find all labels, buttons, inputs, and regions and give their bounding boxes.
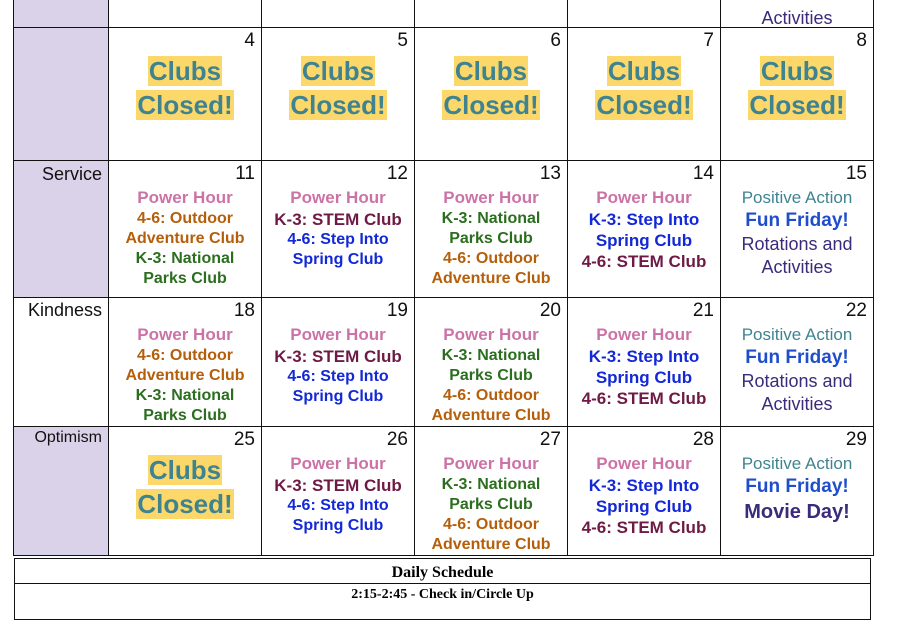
activity-line: K-3: National xyxy=(135,250,235,267)
activity-line: 4-6: Outdoor xyxy=(137,210,233,227)
activity-line: Parks Club xyxy=(449,496,533,513)
clubs-closed-note: Clubs Closed! xyxy=(443,56,539,120)
activity-line: K-3: STEM Club xyxy=(274,347,402,366)
activity-line: K-3: Step Into xyxy=(588,347,700,366)
activity-line: 4-6: STEM Club xyxy=(581,389,707,408)
day-cell xyxy=(109,0,262,28)
activity-line: Spring Club xyxy=(292,388,384,405)
theme-cell xyxy=(14,28,109,161)
activity-line: Spring Club xyxy=(595,231,693,250)
schedule-row: 2:15-2:45 - Check in/Circle Up xyxy=(351,587,534,602)
day-cell xyxy=(568,427,721,556)
clubs-closed-note: Clubs Closed! xyxy=(749,56,845,120)
activity-line: Rotations and xyxy=(741,371,853,391)
day-number: 28 xyxy=(692,429,714,450)
day-cell xyxy=(568,28,721,161)
activity-line: Activities xyxy=(761,394,833,414)
daily-schedule xyxy=(14,558,871,620)
activity-line: Activities xyxy=(761,257,833,277)
activity-line: Spring Club xyxy=(595,497,693,516)
day-cell xyxy=(262,298,415,427)
activity-line: K-3: National xyxy=(441,476,541,493)
day-number: 26 xyxy=(386,429,408,450)
activity-line: Positive Action xyxy=(741,454,853,473)
day-number: 21 xyxy=(692,300,714,321)
activity-line: 4-6: STEM Club xyxy=(581,518,707,537)
calendar-week-4 xyxy=(14,298,874,427)
clubs-closed-note: Clubs Closed! xyxy=(290,56,386,120)
activity-line: Power Hour xyxy=(290,325,386,344)
day-number: 8 xyxy=(856,30,867,51)
activity-line: 4-6: Outdoor xyxy=(443,387,539,404)
day-cell xyxy=(262,0,415,28)
activity-line: Adventure Club xyxy=(431,536,551,553)
day-number: 22 xyxy=(845,300,867,321)
activity-line: Positive Action xyxy=(741,188,853,207)
day-number: 18 xyxy=(233,300,255,321)
day-number: 11 xyxy=(235,163,255,184)
activity-line: Fun Friday! xyxy=(745,347,849,368)
day-number: 15 xyxy=(845,163,867,184)
day-number: 14 xyxy=(692,163,714,184)
theme-cell xyxy=(14,161,109,298)
activity-line: K-3: National xyxy=(135,387,235,404)
week-theme: Kindness xyxy=(27,300,102,320)
calendar-week-3 xyxy=(14,161,874,298)
day-cell xyxy=(568,298,721,427)
clubs-closed-note: Clubs Closed! xyxy=(137,56,233,120)
activity-line: 4-6: STEM Club xyxy=(581,252,707,271)
activity-text: Activities xyxy=(761,8,833,28)
day-cell xyxy=(721,161,874,298)
calendar-grid xyxy=(13,0,874,556)
activity-line: Power Hour xyxy=(137,188,233,207)
day-cell xyxy=(415,427,568,556)
activity-line: 4-6: Step Into xyxy=(287,497,389,514)
day-cell xyxy=(721,0,874,28)
day-cell xyxy=(262,427,415,556)
theme-cell xyxy=(14,298,109,427)
activity-line: 4-6: Outdoor xyxy=(137,347,233,364)
week-theme: Service xyxy=(41,164,102,184)
day-number: 5 xyxy=(397,30,408,51)
day-number: 25 xyxy=(233,429,255,450)
activity-line: Positive Action xyxy=(741,325,853,344)
activity-line: 4-6: Outdoor xyxy=(443,516,539,533)
activity-line: Fun Friday! xyxy=(745,210,849,231)
activity-line: Power Hour xyxy=(443,188,539,207)
day-number: 12 xyxy=(386,163,408,184)
activity-line: K-3: Step Into xyxy=(588,476,700,495)
activity-line: Movie Day! xyxy=(744,501,850,523)
activity-line: Adventure Club xyxy=(431,270,551,287)
activity-line: Power Hour xyxy=(290,454,386,473)
day-cell xyxy=(721,28,874,161)
day-cell xyxy=(109,427,262,556)
activity-line: Parks Club xyxy=(143,407,227,424)
activity-line: K-3: STEM Club xyxy=(274,210,402,229)
activity-line: K-3: Step Into xyxy=(588,210,700,229)
day-cell xyxy=(415,298,568,427)
day-number: 7 xyxy=(703,30,714,51)
activity-line: Power Hour xyxy=(137,325,233,344)
day-number: 29 xyxy=(845,429,867,450)
activity-line: K-3: STEM Club xyxy=(274,476,402,495)
activity-line: Spring Club xyxy=(292,517,384,534)
activity-line: Adventure Club xyxy=(431,407,551,424)
day-cell xyxy=(262,161,415,298)
calendar-week-1 xyxy=(14,0,874,28)
clubs-closed-note: Clubs Closed! xyxy=(596,56,692,120)
activity-line: Power Hour xyxy=(596,188,692,207)
activity-line: K-3: National xyxy=(441,210,541,227)
activity-line: Power Hour xyxy=(596,454,692,473)
activity-line: 4-6: Outdoor xyxy=(443,250,539,267)
day-number: 27 xyxy=(539,429,561,450)
calendar-week-2 xyxy=(14,28,874,161)
activity-line: 4-6: Step Into xyxy=(287,231,389,248)
day-cell xyxy=(109,161,262,298)
day-cell xyxy=(109,28,262,161)
day-cell xyxy=(568,161,721,298)
activity-line: Parks Club xyxy=(143,270,227,287)
activity-line: Adventure Club xyxy=(125,230,245,247)
activity-line: Fun Friday! xyxy=(745,476,849,497)
activity-line: Power Hour xyxy=(443,325,539,344)
day-cell xyxy=(568,0,721,28)
daily-schedule-title: Daily Schedule xyxy=(15,559,870,584)
day-cell xyxy=(721,427,874,556)
theme-cell xyxy=(14,427,109,556)
theme-cell xyxy=(14,0,109,28)
activity-line: 4-6: Step Into xyxy=(287,368,389,385)
day-cell xyxy=(262,28,415,161)
week-theme: Optimism xyxy=(34,429,102,446)
day-number: 13 xyxy=(539,163,561,184)
activity-line: Parks Club xyxy=(449,367,533,384)
activity-line: Power Hour xyxy=(596,325,692,344)
activity-line: Spring Club xyxy=(595,368,693,387)
activity-line: Power Hour xyxy=(443,454,539,473)
day-cell xyxy=(721,298,874,427)
clubs-closed-note: Clubs Closed! xyxy=(137,455,233,519)
activity-line: Power Hour xyxy=(290,188,386,207)
activity-line: Rotations and xyxy=(741,234,853,254)
day-cell xyxy=(415,0,568,28)
day-number: 4 xyxy=(244,30,255,51)
day-cell xyxy=(415,28,568,161)
activity-line: Adventure Club xyxy=(125,367,245,384)
day-cell xyxy=(415,161,568,298)
activity-line: Parks Club xyxy=(449,230,533,247)
calendar-week-5 xyxy=(14,427,874,556)
day-number: 6 xyxy=(550,30,561,51)
day-cell xyxy=(109,298,262,427)
day-number: 20 xyxy=(539,300,561,321)
activity-line: K-3: National xyxy=(441,347,541,364)
day-number: 19 xyxy=(386,300,408,321)
activity-line: Spring Club xyxy=(292,251,384,268)
